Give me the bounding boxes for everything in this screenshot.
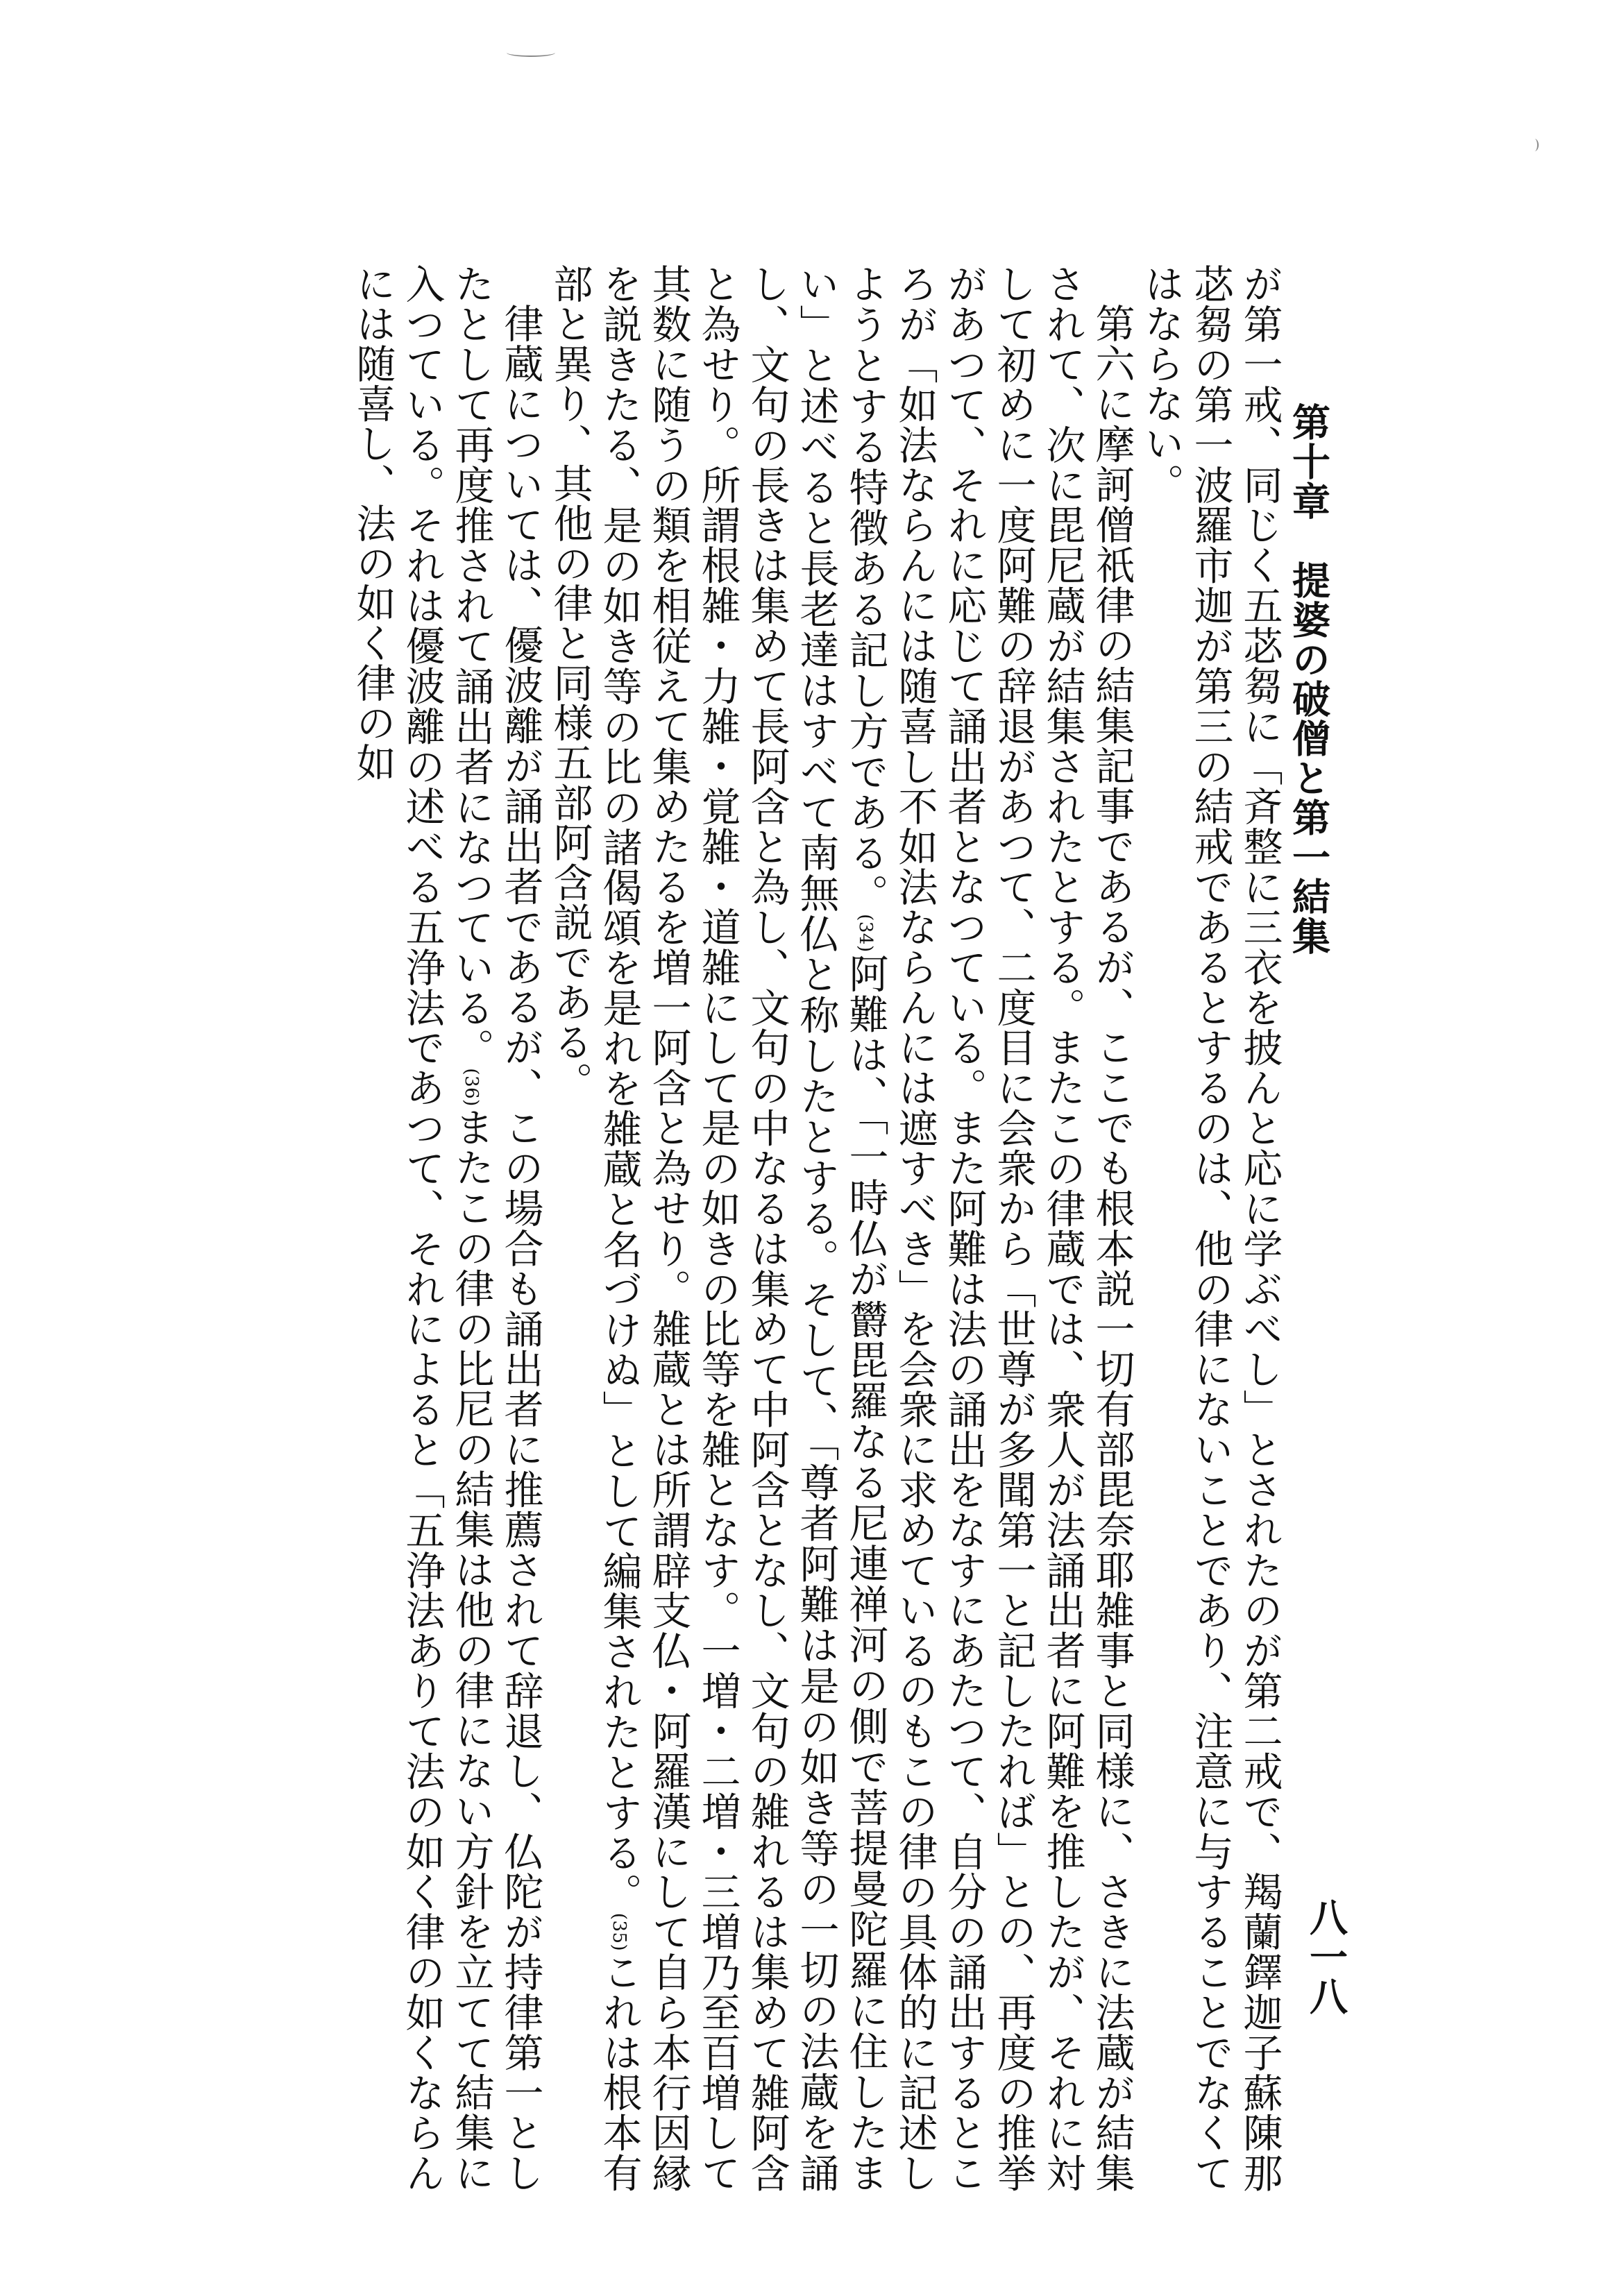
scan-mark <box>507 49 555 57</box>
body-text <box>187 264 1284 2193</box>
paragraph-text: 第六に摩訶僧祇律の結集記事であるが、ここでも根本説一切有部毘奈耶雑事と同様に、さきに法蔵が結集されて、次に毘尼蔵が結集されたとする。またこの律蔵では、衆人が法誦出者に阿難を推したが、それに対して初めに一度阿難の辞退があつて、二度目に会衆から「世尊が多聞第一と記したれば」との、再度の推挙があつて、それに応じて誦出者となつている。また阿難は法の誦出をなすにあたつて、自分の誦出するところが「如法ならんには随喜し不如法ならんには遮すべき」を会衆に求めているのもこの律の具体的に記述しようとする特徴ある記し方である。 <box>843 264 1135 2193</box>
page-number: 八一八 <box>1303 1898 1348 2016</box>
scan-mark <box>1530 139 1539 151</box>
footnote-ref: (35) <box>609 1912 629 1952</box>
paragraph-text: 律蔵については、優波離が誦出者であるが、この場合も誦出者に推薦されて辞退し、仏陀が持律第一としたとして再度推されて誦出者になつている。 <box>448 264 543 2193</box>
paragraph-text: 阿難は、「一時仏が欝毘羅なる尼連禅河の側で菩提曼陀羅に住したまい」と述べると長老達はすべて南無仏と称したとする。そして、「尊者阿難は是の如き等の一切の法蔵を誦し、文句の長きは集めて長阿含と為し、文句の中なるは集めて中阿含となし、文句の雑れるは集めて雑阿含と為せり。所謂根雑・力雑・覚雑・道雑にして是の如きの比等を雑となす。一増・二増・三増乃至百増して其数に随うの類を相従えて集めたるを増一阿含と為せり。雑蔵とは所謂辟支仏・阿羅漢にして自ら本行因縁を説きたる、是の如き等の比の諸偈頌を是れを雑蔵と名づけぬ」として編集されたとする。 <box>596 264 888 2193</box>
footnote-ref: (36) <box>461 1068 482 1107</box>
paragraph <box>545 264 1136 2193</box>
chapter-title: 第十章 提婆の破僧と第一結集 <box>1286 402 1331 956</box>
paragraph <box>348 264 545 2193</box>
paragraph-text: これは根本有部と異り、其他の律と同様五部阿含説である。 <box>547 264 642 2193</box>
paragraph-text: が第一戒、同じく五苾芻に「斉整に三衣を披んと応に学ぶべし」とされたのが第二戒で、羯蘭鐸迦子蘇陳那苾芻の第一波羅市迦が第三の結戒であるとするのは、他の律にないことであり、注意に与することでなくてはならない。 <box>1138 264 1283 2193</box>
footnote-ref: (34) <box>855 914 876 953</box>
paragraph-text: またこの律の比尼の結集は他の律にない方針を立てて結集に入つている。それは優波離の述べる五浄法であつて、それによると「五浄法ありて法の如く律の如くならんには随喜し、法の如く律の如 <box>350 264 494 2193</box>
paragraph <box>1136 264 1284 2193</box>
